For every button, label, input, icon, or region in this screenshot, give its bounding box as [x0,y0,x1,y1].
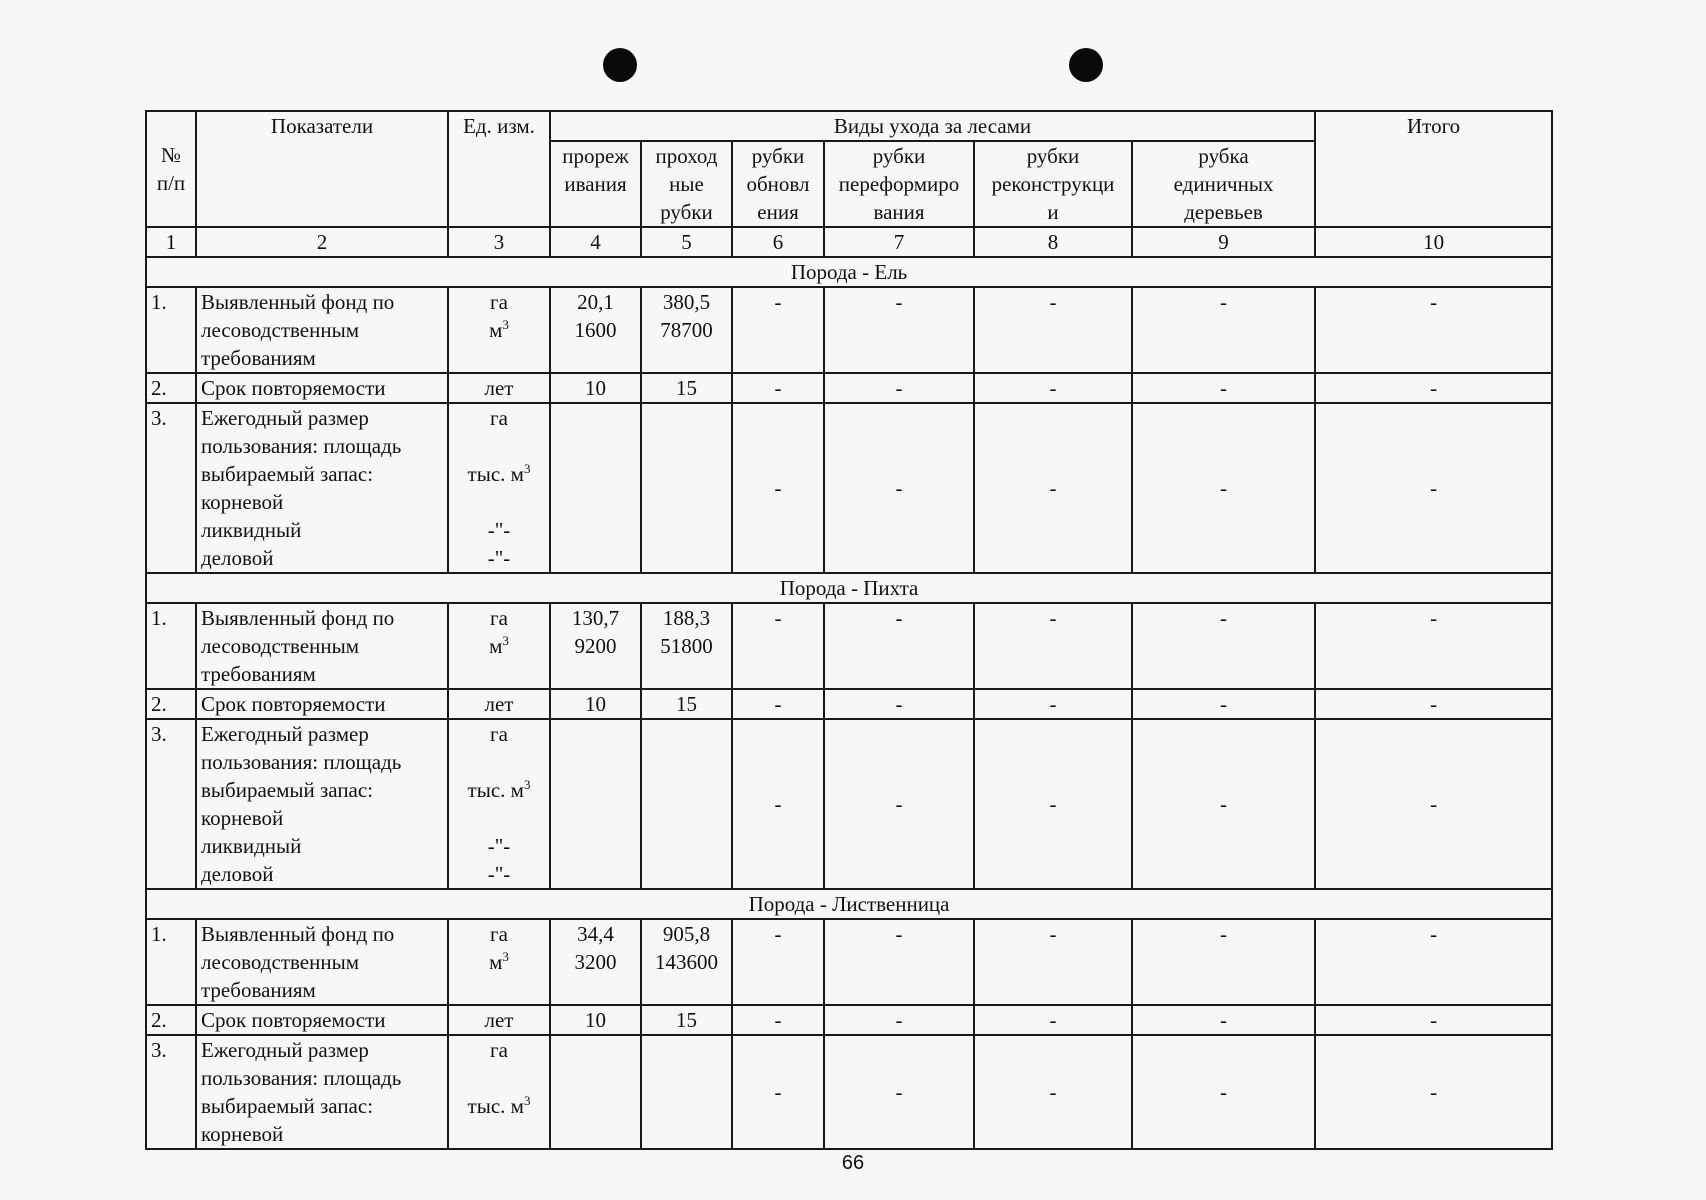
unit-text: -"- [487,862,511,886]
section-title: Порода - Ель [146,257,1552,287]
unit-text: лет [484,376,514,400]
unit-text: -"- [487,834,511,858]
table-row [146,603,1552,689]
row-unit [448,919,550,1005]
dash-value: - [1315,1005,1552,1035]
dash-value: - [1132,603,1315,689]
unit-value [453,748,545,776]
row-unit [448,1005,550,1035]
cell-value: 188,3 [662,606,711,630]
thinning-value [550,719,641,889]
row-number: 2. [146,689,196,719]
row-unit [448,603,550,689]
unit-value [453,776,545,804]
section-row [146,573,1552,603]
row-label: Ежегодный размер пользования: площадь выбираемый запас: корневой [196,1035,448,1149]
col-num: 10 [1315,227,1552,257]
cell-value: 1600 [574,318,617,342]
page-number: 66 [841,1152,865,1174]
unit-text: га [490,290,508,314]
dash-value: - [974,1005,1132,1035]
thinning-value [550,919,641,1005]
passage-cutting-value [641,287,732,373]
unit-value [453,1006,545,1034]
dash-value: - [1132,1035,1315,1149]
header-passage-cutting: проход ные рубки [641,141,732,227]
dash-value: - [1132,919,1315,1005]
dash-value: - [732,403,824,573]
thinning-value [550,373,641,403]
cell-value: 15 [676,692,697,716]
unit-value [453,720,545,748]
unit-value [453,374,545,402]
unit-value [453,316,545,344]
row-number: 2. [146,1005,196,1035]
dash-value: - [1315,919,1552,1005]
dash-value: - [974,719,1132,889]
dash-value: - [1132,403,1315,573]
dash-value: - [974,689,1132,719]
unit-value [453,832,545,860]
dash-value: - [732,919,824,1005]
cell-value: 10 [585,1008,606,1032]
table-row [146,719,1552,889]
dash-value: - [1132,719,1315,889]
row-unit [448,403,550,573]
header-indicators: Показатели [196,111,448,227]
header-reformation-cutting: рубки переформиро вания [824,141,974,227]
col-num: 8 [974,227,1132,257]
unit-text: тыс. м [467,462,524,486]
unit-text: га [490,722,508,746]
dash-value: - [824,603,974,689]
cell-value: 130,7 [571,606,620,630]
unit-value [453,488,545,516]
col-num: 3 [448,227,550,257]
unit-value [453,1092,545,1120]
header-reconstruction-cutting: рубки реконструкци и [974,141,1132,227]
table-row [146,1005,1552,1035]
dash-value: - [1315,1035,1552,1149]
unit-value [453,690,545,718]
dash-value: - [732,1005,824,1035]
row-label: Срок повторяемости [196,1005,448,1035]
passage-cutting-value [641,689,732,719]
section-title: Порода - Лиственница [146,889,1552,919]
dash-value: - [732,603,824,689]
punch-hole-left [603,48,637,82]
row-label: Выявленный фонд по лесоводственным требованиям [196,919,448,1005]
thinning-value [550,287,641,373]
unit-text: -"- [487,546,511,570]
cell-value: 380,5 [662,290,711,314]
table-row [146,689,1552,719]
table-row [146,1035,1552,1149]
cell-value: 10 [585,376,606,400]
table-row [146,403,1552,573]
col-num: 1 [146,227,196,257]
cell-value: 78700 [660,318,713,342]
unit-value [453,632,545,660]
row-number: 1. [146,603,196,689]
table-row [146,287,1552,373]
unit-text: -"- [487,518,511,542]
cell-value: 905,8 [662,922,711,946]
dash-value: - [732,719,824,889]
passage-cutting-value [641,1035,732,1149]
row-unit [448,719,550,889]
row-unit [448,373,550,403]
unit-superscript: 3 [502,949,509,964]
dash-value: - [1132,689,1315,719]
unit-superscript: 3 [523,1093,531,1108]
unit-value [453,1036,545,1064]
row-label: Срок повторяемости [196,689,448,719]
table-row [146,373,1552,403]
unit-text: м [489,318,503,342]
dash-value: - [824,287,974,373]
unit-text: тыс. м [467,1094,524,1118]
dash-value: - [824,373,974,403]
column-number-row [146,227,1552,257]
unit-value [453,404,545,432]
col-num: 4 [550,227,641,257]
section-row [146,257,1552,287]
dash-value: - [824,1035,974,1149]
dash-value: - [974,603,1132,689]
unit-value [453,544,545,572]
dash-value: - [1315,719,1552,889]
table-row [146,919,1552,1005]
header-care-types: Виды ухода за лесами [550,111,1315,141]
row-number: 3. [146,403,196,573]
cell-value: 10 [585,692,606,716]
col-num: 2 [196,227,448,257]
dash-value: - [974,919,1132,1005]
header-total: Итого [1315,111,1552,227]
unit-text: га [490,606,508,630]
row-label: Выявленный фонд по лесоводственным требованиям [196,603,448,689]
unit-value [453,860,545,888]
unit-value [453,460,545,488]
dash-value: - [1132,373,1315,403]
passage-cutting-value [641,719,732,889]
punch-hole-right [1069,48,1103,82]
dash-value: - [1315,603,1552,689]
thinning-value [550,603,641,689]
unit-text: тыс. м [467,778,524,802]
dash-value: - [824,719,974,889]
row-label: Ежегодный размер пользования: площадь выбираемый запас: корневой ликвидный деловой [196,403,448,573]
passage-cutting-value [641,603,732,689]
dash-value: - [1315,287,1552,373]
cell-value: 143600 [655,950,718,974]
thinning-value [550,1005,641,1035]
dash-value: - [1315,373,1552,403]
row-unit [448,287,550,373]
row-number: 3. [146,1035,196,1149]
header-unit: Ед. изм. [448,111,550,227]
row-label: Срок повторяемости [196,373,448,403]
header-no: № п/п [146,111,196,227]
row-number: 1. [146,919,196,1005]
forest-care-table [145,110,1553,1150]
row-number: 2. [146,373,196,403]
cell-value: 20,1 [577,290,614,314]
row-unit [448,1035,550,1149]
passage-cutting-value [641,373,732,403]
dash-value: - [824,1005,974,1035]
thinning-value [550,689,641,719]
passage-cutting-value [641,403,732,573]
unit-value [453,604,545,632]
unit-superscript: 3 [502,317,509,332]
section-row [146,889,1552,919]
dash-value: - [732,287,824,373]
dash-value: - [824,403,974,573]
dash-value: - [732,373,824,403]
unit-value [453,432,545,460]
cell-value: 15 [676,1008,697,1032]
dash-value: - [824,689,974,719]
passage-cutting-value [641,1005,732,1035]
dash-value: - [1315,689,1552,719]
section-title: Порода - Пихта [146,573,1552,603]
thinning-value [550,403,641,573]
cell-value: 9200 [574,634,617,658]
cell-value: 15 [676,376,697,400]
passage-cutting-value [641,919,732,1005]
cell-value: 51800 [660,634,713,658]
dash-value: - [1315,403,1552,573]
unit-superscript: 3 [502,633,509,648]
col-num: 7 [824,227,974,257]
unit-text: лет [484,1008,514,1032]
unit-text: га [490,922,508,946]
cell-value: 34,4 [577,922,614,946]
unit-value [453,1120,545,1148]
col-num: 5 [641,227,732,257]
dash-value: - [974,1035,1132,1149]
header-thinning: прореж ивания [550,141,641,227]
unit-value [453,516,545,544]
dash-value: - [732,689,824,719]
unit-value [453,288,545,316]
unit-text: лет [484,692,514,716]
header-renewal-cutting: рубки обновл ения [732,141,824,227]
unit-text: м [489,634,503,658]
unit-superscript: 3 [523,461,531,476]
dash-value: - [974,373,1132,403]
cell-value: 3200 [574,950,617,974]
row-number: 1. [146,287,196,373]
unit-text: га [490,406,508,430]
unit-value [453,804,545,832]
dash-value: - [824,919,974,1005]
row-number: 3. [146,719,196,889]
dash-value: - [732,1035,824,1149]
dash-value: - [974,287,1132,373]
col-num: 6 [732,227,824,257]
col-num: 9 [1132,227,1315,257]
unit-text: га [490,1038,508,1062]
unit-superscript: 3 [523,777,531,792]
unit-value [453,948,545,976]
thinning-value [550,1035,641,1149]
dash-value: - [1132,1005,1315,1035]
row-label: Ежегодный размер пользования: площадь выбираемый запас: корневой ликвидный деловой [196,719,448,889]
unit-value [453,1064,545,1092]
unit-text: м [489,950,503,974]
row-unit [448,689,550,719]
unit-value [453,920,545,948]
row-label: Выявленный фонд по лесоводственным требованиям [196,287,448,373]
dash-value: - [974,403,1132,573]
header-single-tree-cutting: рубка единичных деревьев [1132,141,1315,227]
dash-value: - [1132,287,1315,373]
